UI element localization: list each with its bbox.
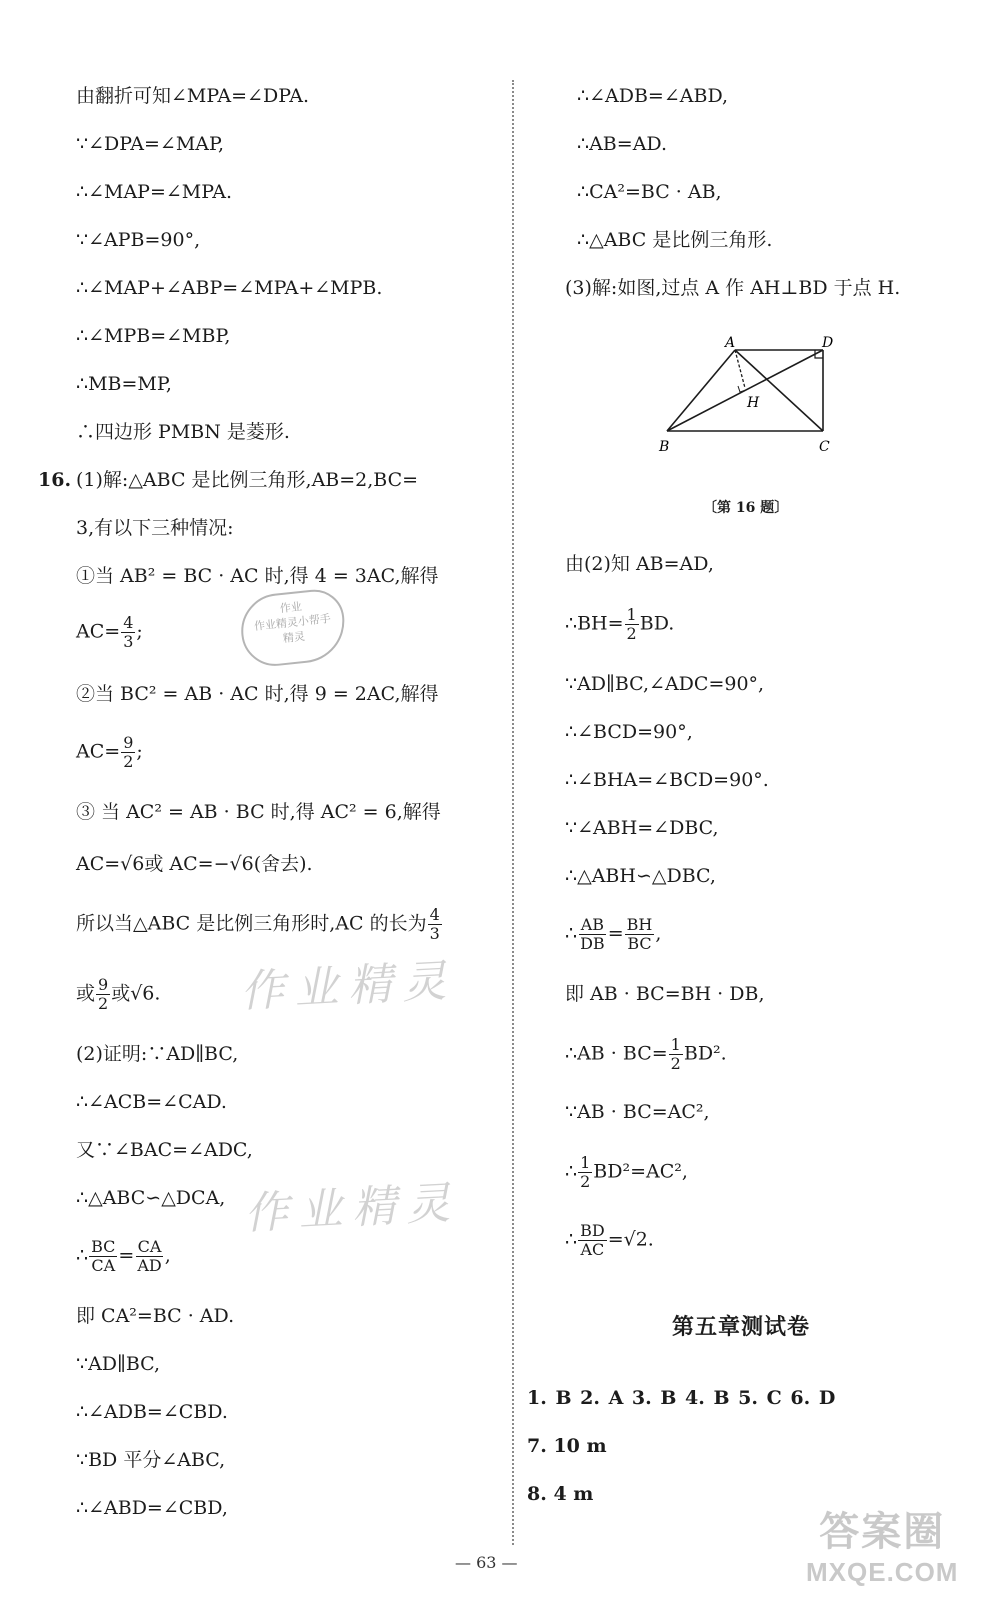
text-line: 由翻折可知∠MPA=∠DPA. — [76, 85, 310, 107]
text-line: ∴MB=MP, — [76, 373, 172, 395]
denominator: 2 — [98, 994, 109, 1013]
segment-ah — [735, 350, 745, 388]
denominator: 2 — [580, 1172, 591, 1191]
brand-url: MXQE.COM — [806, 1557, 959, 1587]
text-line: ∴∠BCD=90°, — [565, 721, 693, 743]
text-line: ∴∠BHA=∠BCD=90°. — [565, 769, 769, 791]
text-fragment: ; — [136, 620, 143, 643]
denominator: 3 — [123, 632, 134, 651]
segment-ac — [735, 350, 823, 431]
answer-row: 7. 10 m — [527, 1435, 607, 1457]
text-line: ∴∠ADB=∠CBD. — [76, 1401, 228, 1423]
label-d: D — [822, 335, 834, 351]
fraction — [89, 1238, 117, 1275]
fraction — [625, 606, 639, 643]
segment-ab — [667, 350, 735, 431]
fraction-line — [76, 734, 143, 771]
fraction-line — [565, 1036, 727, 1073]
text-line: (2)证明:∵AD∥BC, — [76, 1043, 239, 1065]
watermark: 作业精灵 — [243, 1177, 462, 1240]
label-h: H — [747, 395, 760, 411]
fraction-line — [565, 916, 661, 953]
figure-caption: 〔第 16 题〕 — [703, 500, 789, 516]
fraction — [96, 976, 110, 1013]
text-line: ∵∠ABH=∠DBC, — [565, 817, 719, 839]
text-line: ∵∠DPA=∠MAP, — [76, 133, 224, 155]
text-line: ∴四边形 PMBN 是菱形. — [76, 421, 290, 443]
denominator: CA — [91, 1256, 116, 1275]
text-line: 即 CA²=BC · AD. — [76, 1305, 235, 1327]
text-fragment: BD. — [639, 612, 675, 635]
stamp-line: 作业精灵小帮手 — [253, 612, 332, 634]
page-number: — 63 — — [455, 1553, 518, 1572]
denominator: 2 — [123, 752, 134, 771]
text-line: 3,有以下三种情况: — [76, 517, 234, 539]
stamp-line: 作业 — [279, 599, 303, 616]
text-fragment: ; — [136, 740, 143, 763]
text-line: (3)解:如图,过点 A 作 AH⊥BD 于点 H. — [565, 277, 901, 299]
denominator: 2 — [626, 624, 637, 643]
fraction-line — [565, 606, 674, 643]
text-fragment: = — [607, 922, 624, 945]
stamp-line: 精灵 — [282, 629, 306, 646]
text-line: 即 AB · BC=BH · DB, — [565, 983, 765, 1005]
text-line: ②当 BC² = AB · AC 时,得 9 = 2AC,解得 — [76, 683, 439, 705]
stamp-logo — [238, 587, 349, 669]
text-fragment: ∴ — [565, 922, 578, 945]
text-line: ∵AD∥BC,∠ADC=90°, — [565, 673, 765, 695]
numerator: 4 — [123, 613, 134, 632]
text-line: 又∵∠BAC=∠ADC, — [76, 1139, 253, 1161]
numerator: BH — [626, 915, 653, 934]
fraction-line — [76, 906, 443, 943]
fraction — [669, 1036, 683, 1073]
numerator: AB — [580, 915, 605, 934]
text-line: ∴∠ADB=∠ABD, — [577, 85, 729, 107]
column-divider — [512, 80, 514, 1545]
numerator: 4 — [429, 905, 440, 924]
text-fragment: ∴ — [76, 1244, 89, 1267]
answer-row: 8. 4 m — [527, 1483, 594, 1505]
text-line: (1)解:△ABC 是比例三角形,AB=2,BC= — [76, 469, 419, 491]
numerator: 1 — [670, 1035, 681, 1054]
question-number: 16. — [38, 469, 72, 491]
text-line: ∴∠MAP=∠MPA. — [76, 181, 233, 203]
brand-logo — [806, 1500, 958, 1588]
text-fragment: AC= — [76, 740, 121, 763]
text-fragment: BD². — [683, 1042, 727, 1065]
text-fragment: = — [118, 1244, 135, 1267]
text-line: ①当 AB² = BC · AC 时,得 4 = 3AC,解得 — [76, 565, 439, 587]
text-fragment: 或 — [76, 982, 96, 1005]
fraction — [578, 1154, 592, 1191]
text-line: ∵BD 平分∠ABC, — [76, 1449, 226, 1471]
fraction — [578, 916, 607, 953]
fraction — [121, 734, 135, 771]
text-fragment: 或√6. — [111, 982, 161, 1005]
numerator: 1 — [580, 1153, 591, 1172]
denominator: AD — [137, 1256, 162, 1275]
text-line: ∴△ABH∽△DBC, — [565, 865, 716, 887]
geometry-figure — [659, 335, 845, 464]
text-fragment: 所以当△ABC 是比例三角形时,AC 的长为 — [76, 912, 427, 935]
text-fragment: ∴ — [565, 1228, 578, 1251]
fraction-line — [565, 1222, 654, 1259]
fraction — [121, 614, 135, 651]
label-c: C — [819, 439, 830, 455]
fraction — [135, 1238, 163, 1275]
text-line: ∴△ABC 是比例三角形. — [577, 229, 773, 251]
text-fragment: , — [655, 922, 662, 945]
numerator: CA — [137, 1237, 162, 1256]
numerator: BC — [91, 1237, 116, 1256]
text-line: 由(2)知 AB=AD, — [565, 553, 714, 575]
label-a: A — [725, 335, 736, 351]
text-line: ∴AB=AD. — [577, 133, 668, 155]
chapter-title: 第五章测试卷 — [672, 1314, 811, 1340]
text-line: ∴∠MAP+∠ABP=∠MPA+∠MPB. — [76, 277, 383, 299]
text-line: ∵AD∥BC, — [76, 1353, 161, 1375]
text-fragment: , — [164, 1244, 171, 1267]
fraction-line — [76, 614, 143, 651]
text-line: ∴CA²=BC · AB, — [577, 181, 722, 203]
text-line: AC=√6或 AC=−√6(舍去). — [76, 853, 313, 875]
fraction — [625, 916, 655, 953]
text-line: ∵∠APB=90°, — [76, 229, 201, 251]
text-line: ∵AB · BC=AC², — [565, 1101, 710, 1123]
text-fragment: ∴AB · BC= — [565, 1042, 668, 1065]
text-fragment: =√2. — [607, 1228, 654, 1251]
text-line: ③ 当 AC² = AB · BC 时,得 AC² = 6,解得 — [76, 801, 441, 823]
denominator: BC — [627, 934, 652, 953]
text-line: ∴∠ABD=∠CBD, — [76, 1497, 228, 1519]
text-fragment: BD²=AC², — [593, 1160, 688, 1183]
numerator: 9 — [123, 733, 134, 752]
text-line: ∴∠ACB=∠CAD. — [76, 1091, 227, 1113]
brand-name: 答案圈 — [819, 1510, 946, 1554]
trapezoid-diagram — [659, 335, 845, 460]
denominator: DB — [580, 934, 605, 953]
fraction-line — [76, 1238, 171, 1275]
watermark: 作业精灵 — [239, 955, 458, 1018]
denominator: 3 — [429, 924, 440, 943]
numerator: 1 — [626, 605, 637, 624]
answer-row: 1. B 2. A 3. B 4. B 5. C 6. D — [527, 1387, 836, 1409]
text-fragment: ∴BH= — [565, 612, 624, 635]
fraction — [428, 906, 442, 943]
fraction-line — [76, 976, 160, 1013]
fraction — [578, 1222, 607, 1259]
denominator: AC — [580, 1240, 605, 1259]
text-fragment: ∴ — [565, 1160, 578, 1183]
fraction-line — [565, 1154, 688, 1191]
denominator: 2 — [670, 1054, 681, 1073]
label-b: B — [659, 439, 670, 455]
text-line: ∴∠MPB=∠MBP, — [76, 325, 231, 347]
numerator: BD — [580, 1221, 605, 1240]
numerator: 9 — [98, 975, 109, 994]
text-fragment: AC= — [76, 620, 121, 643]
text-line: ∴△ABC∽△DCA, — [76, 1187, 226, 1209]
